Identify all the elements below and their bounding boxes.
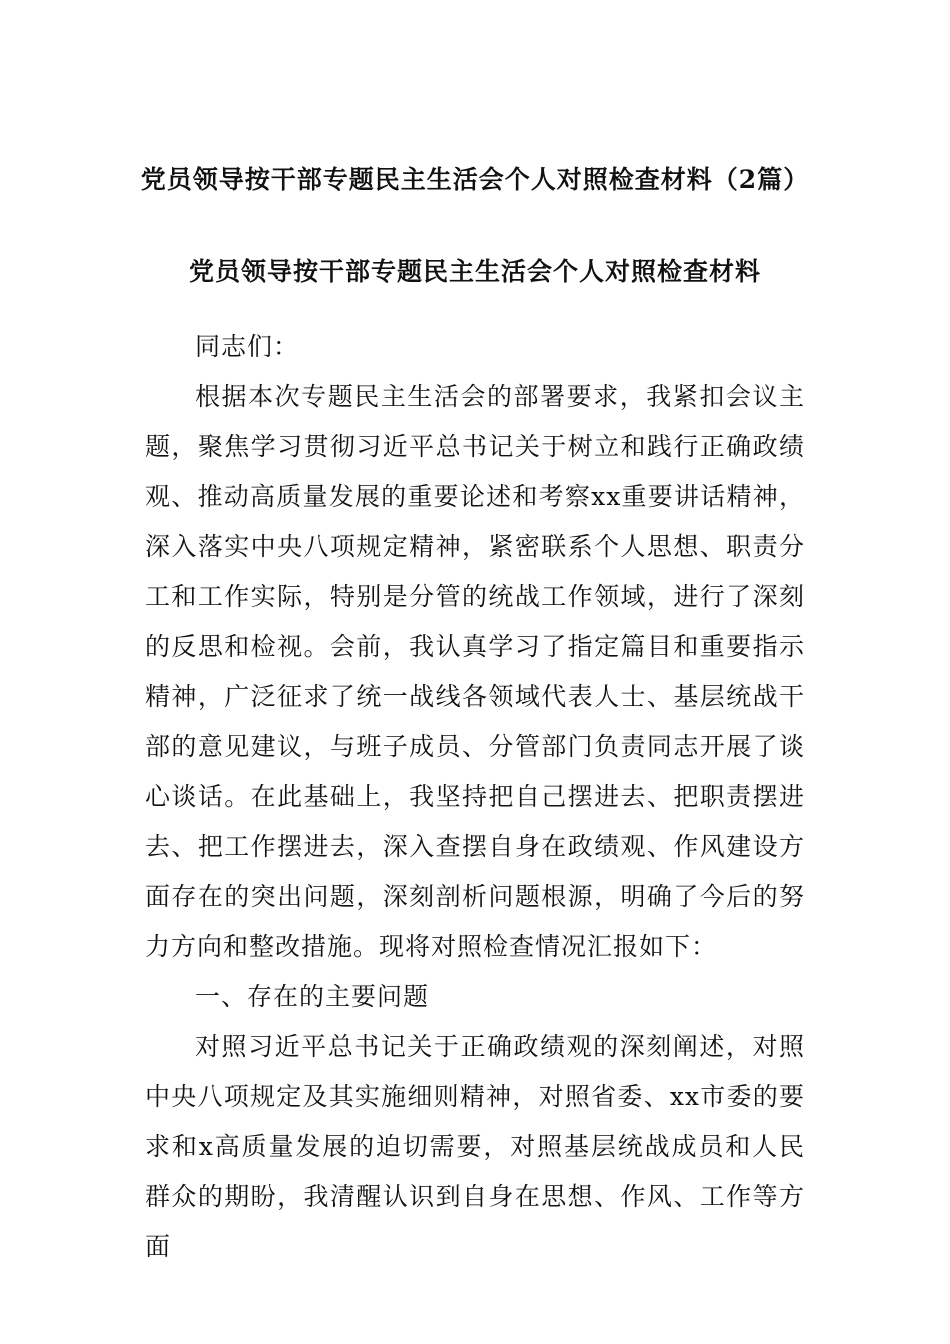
heading-main-problems: 一、存在的主要问题 [195,982,430,1011]
document-body [145,322,805,1272]
paragraph-problems: 对照习近平总书记关于正确政绩观的深刻阐述，对照中央八项规定及其实施细则精神，对照省委、xx市委的要求和x高质量发展的迫切需要，对照基层统战成员和人民群众的期盼，我清醒认识到自身在思想、作风、工作等方面 [145,1032,805,1261]
document-title: 党员领导按干部专题民主生活会个人对照检查材料（2篇） [140,165,810,194]
paragraph-intro: 根据本次专题民主生活会的部署要求，我紧扣会议主题，聚焦学习贯彻习近平总书记关于树立和践行正确政绩观、推动高质量发展的重要论述和考察xx重要讲话精神，深入落实中央八项规定精神，紧密联系个人思想、职责分工和工作实际，特别是分管的统战工作领域，进行了深刻的反思和检视。会前，我认真学习了指定篇目和重要指示精神，广泛征求了统一战线各领域代表人士、基层统战干部的意见建议，与班子成员、分管部门负责同志开展了谈心谈话。在此基础上，我坚持把自己摆进去、把职责摆进去、把工作摆进去，深入查摆自身在政绩观、作风建设方面存在的突出问题，深刻剖析问题根源，明确了今后的努力方向和整改措施。现将对照检查情况汇报如下： [145,382,805,961]
salutation: 同志们： [195,332,300,361]
section-title: 党员领导按干部专题民主生活会个人对照检查材料 [188,257,761,286]
